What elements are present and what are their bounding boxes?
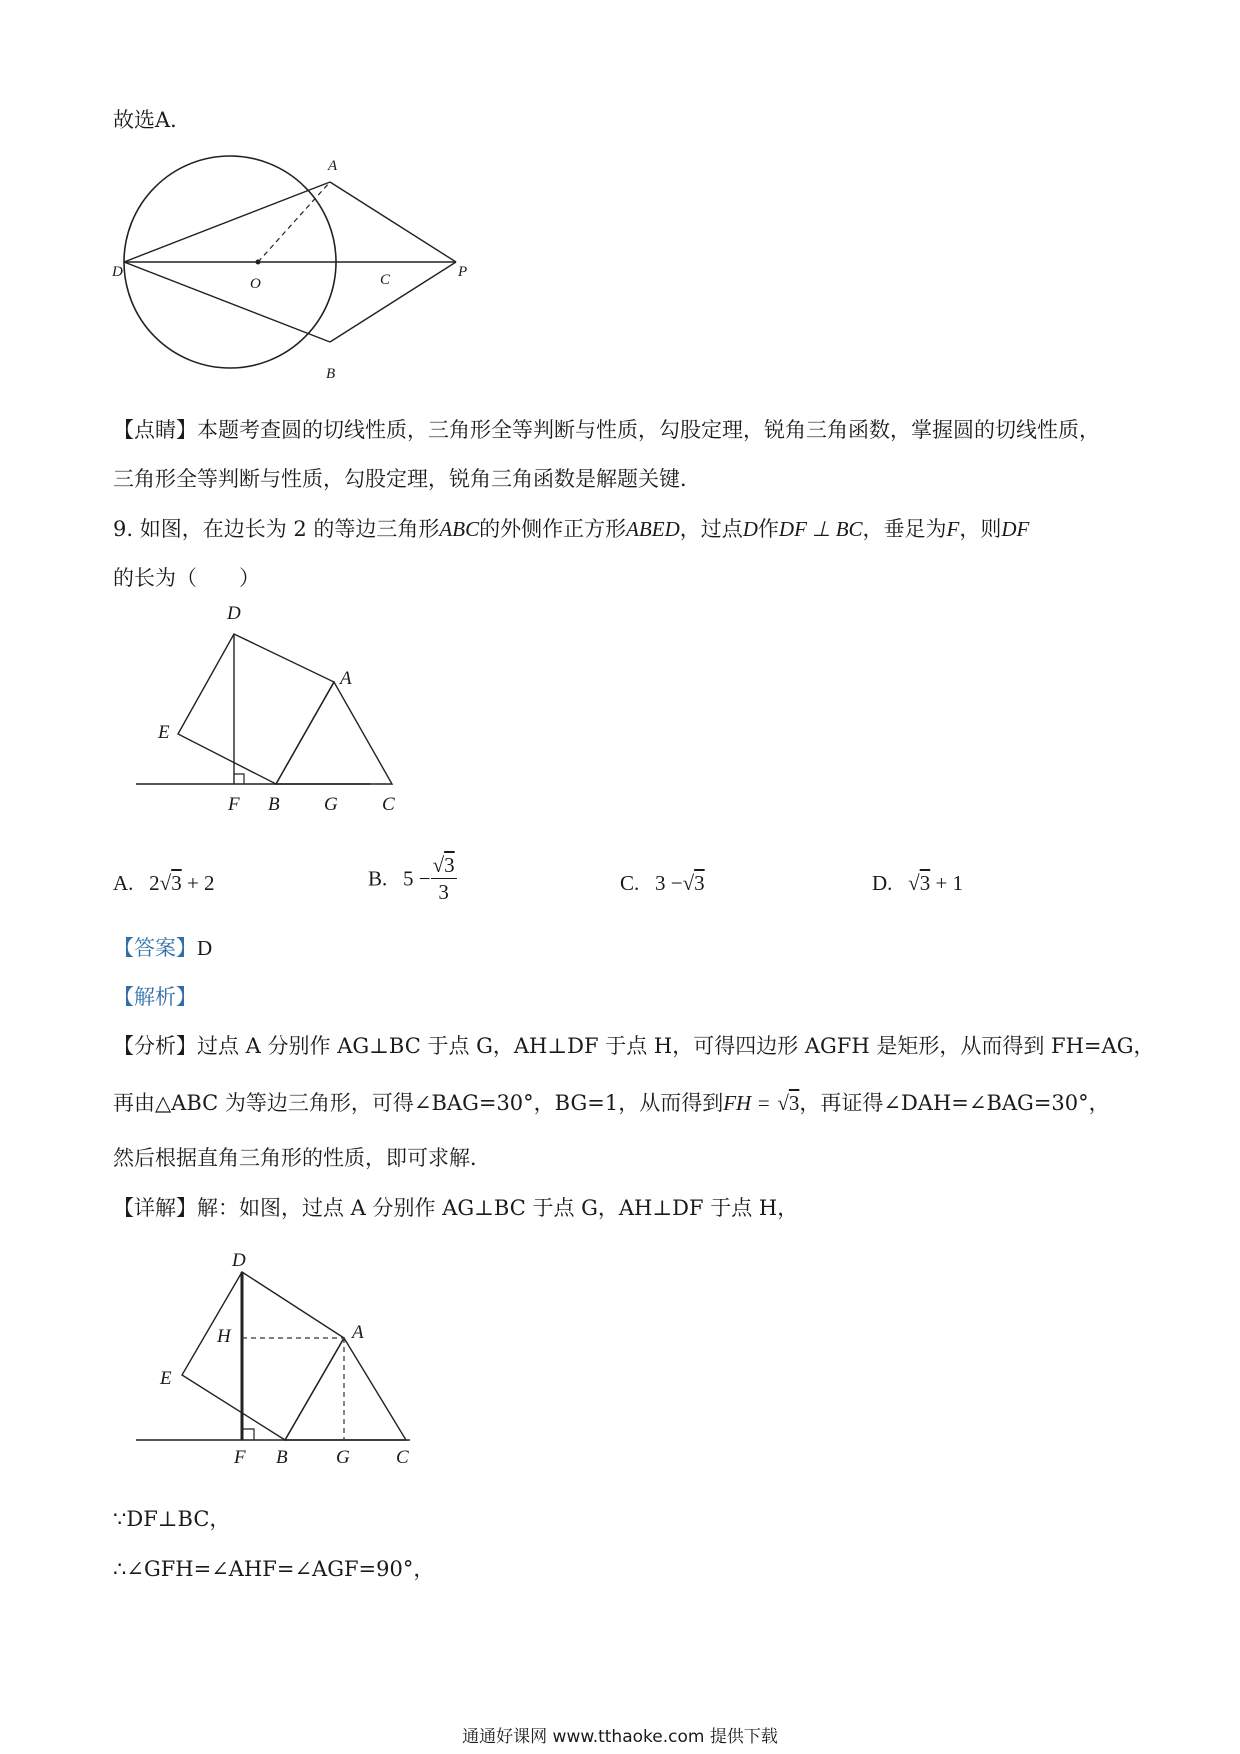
fenxi-text-2a: 再由△ABC 为等边三角形，可得∠BAG=30°，BG=1，从而得到 xyxy=(113,1091,724,1115)
option-a-letter: A. xyxy=(113,871,134,895)
label-d: D xyxy=(112,264,123,280)
xiangjie-text-1: 解：如图，过点 A 分别作 AG⊥BC 于点 G，AH⊥DF 于点 H， xyxy=(197,1196,799,1220)
option-d-tail: + 1 xyxy=(930,871,964,895)
xiangjie-line-1 xyxy=(113,1193,798,1223)
question-9-line-1 xyxy=(113,514,1029,544)
segment-ap xyxy=(330,182,456,262)
fig3-label-a: A xyxy=(352,1322,364,1343)
q9-df: DF xyxy=(1001,517,1030,541)
figure-square-triangle-aux xyxy=(130,1250,430,1450)
fig3-label-d: D xyxy=(232,1250,246,1271)
option-b-letter: B. xyxy=(368,866,388,891)
q9-df-perp-bc: DF ⊥ BC xyxy=(778,517,863,541)
fig3-label-c: C xyxy=(396,1447,409,1468)
option-a-coef: 2 xyxy=(149,871,160,895)
option-d-letter: D. xyxy=(872,871,893,895)
option-b-fraction xyxy=(431,852,457,905)
segment-da xyxy=(124,182,330,262)
fenxi-radicand: 3 xyxy=(788,1091,800,1115)
dianjing-tag: 【点睛】 xyxy=(113,418,197,442)
fig2-label-e: E xyxy=(158,722,170,743)
fig2-label-a: A xyxy=(340,668,352,689)
q9-d: D xyxy=(742,517,758,541)
footer-watermark: 通通好课网 www.tthaoke.com 提供下载 xyxy=(462,1727,778,1747)
option-d-radicand: 3 xyxy=(919,871,931,895)
conclusion-line: 故选A． xyxy=(113,108,192,132)
fig2-label-c: C xyxy=(382,794,395,815)
fig3-label-e: E xyxy=(160,1368,172,1389)
triangle-abc xyxy=(285,1338,406,1440)
center-point-o xyxy=(256,260,261,265)
option-c[interactable] xyxy=(620,868,705,898)
step-because: ∵DF⊥BC， xyxy=(113,1507,231,1531)
fenxi-sqrt: √3 xyxy=(777,1091,800,1115)
q9-text-a: 9. 如图，在边长为 2 的等边三角形 xyxy=(113,517,440,541)
answer-value: D xyxy=(197,936,213,960)
fig3-label-f: F xyxy=(234,1447,246,1468)
label-a: A xyxy=(328,158,338,174)
q9-abed: ABED xyxy=(626,517,680,541)
square-abed xyxy=(178,634,334,784)
option-a-radicand: 3 xyxy=(171,871,182,895)
q9-f: F xyxy=(946,517,960,541)
figure-circle-tangents xyxy=(110,140,470,400)
fenxi-line-2 xyxy=(113,1088,1110,1118)
option-b-radicand: 3 xyxy=(444,853,455,877)
option-a-sqrt: √3 xyxy=(159,871,182,895)
segment-bp xyxy=(330,262,456,342)
segment-db xyxy=(124,262,330,342)
step-therefore: ∴∠GFH=∠AHF=∠AGF=90°， xyxy=(113,1557,435,1581)
option-a-tail: + 2 xyxy=(181,871,215,895)
fenxi-line-3: 然后根据直角三角形的性质，即可求解． xyxy=(113,1146,491,1170)
fig2-label-f: F xyxy=(228,794,240,815)
figure-square-triangle xyxy=(130,620,430,800)
xiangjie-tag: 【详解】 xyxy=(113,1196,197,1220)
jiexi-tag: 【解析】 xyxy=(113,985,197,1009)
option-d[interactable] xyxy=(872,868,963,898)
option-b[interactable] xyxy=(368,852,457,905)
fig3-label-h: H xyxy=(217,1326,231,1347)
right-angle-mark-f xyxy=(234,774,244,784)
option-c-radicand: 3 xyxy=(694,871,705,895)
q9-abc: ABC xyxy=(439,517,480,541)
fenxi-tag: 【分析】 xyxy=(113,1034,197,1058)
fenxi-text-2c: ，再证得∠DAH=∠BAG=30°， xyxy=(799,1091,1110,1115)
option-c-sqrt: √3 xyxy=(682,871,705,895)
fig2-label-b: B xyxy=(268,794,280,815)
label-o: O xyxy=(250,276,261,292)
option-c-lead: 3 − xyxy=(655,871,683,895)
dianjing-line-1 xyxy=(113,415,1100,445)
option-b-lead: 5 − xyxy=(403,866,431,891)
label-b: B xyxy=(326,366,336,382)
dianjing-text-1: 本题考查圆的切线性质，三角形全等判断与性质，勾股定理，锐角三角函数，掌握圆的切线性质， xyxy=(197,418,1100,442)
option-b-numerator: √3 xyxy=(432,853,455,877)
question-9-line-2: 的长为（ ） xyxy=(113,566,260,590)
fig2-label-g: G xyxy=(324,794,338,815)
fenxi-text-1: 过点 A 分别作 AG⊥BC 于点 G，AH⊥DF 于点 H，可得四边形 AGFH 是矩形，从而得到 FH=AG， xyxy=(197,1034,1155,1058)
label-p: P xyxy=(458,264,468,280)
fig3-label-g: G xyxy=(336,1447,350,1468)
q9-text-g: 作 xyxy=(757,517,779,541)
fenxi-line-1 xyxy=(113,1031,1154,1061)
fig2-label-d: D xyxy=(227,603,241,624)
square-abed xyxy=(182,1272,344,1440)
option-c-letter: C. xyxy=(620,871,640,895)
dianjing-line-2: 三角形全等判断与性质，勾股定理，锐角三角函数是解题关键． xyxy=(113,467,701,491)
right-angle-mark-f xyxy=(242,1429,254,1440)
segment-oa-dashed xyxy=(258,182,330,262)
triangle-abc xyxy=(276,682,392,784)
q9-text-i: ，垂足为 xyxy=(862,517,947,541)
q9-text-e: ，过点 xyxy=(679,517,743,541)
option-b-denominator: 3 xyxy=(438,880,449,904)
answer-line xyxy=(113,933,212,963)
q9-text-c: 的外侧作正方形 xyxy=(479,517,627,541)
fenxi-fh-eq: FH = xyxy=(723,1091,771,1115)
option-d-sqrt: √3 xyxy=(908,871,931,895)
label-c: C xyxy=(380,272,391,288)
answer-tag: 【答案】 xyxy=(113,936,197,960)
option-a[interactable] xyxy=(113,868,215,898)
fig3-label-b: B xyxy=(276,1447,288,1468)
q9-text-k: ，则 xyxy=(959,517,1002,541)
